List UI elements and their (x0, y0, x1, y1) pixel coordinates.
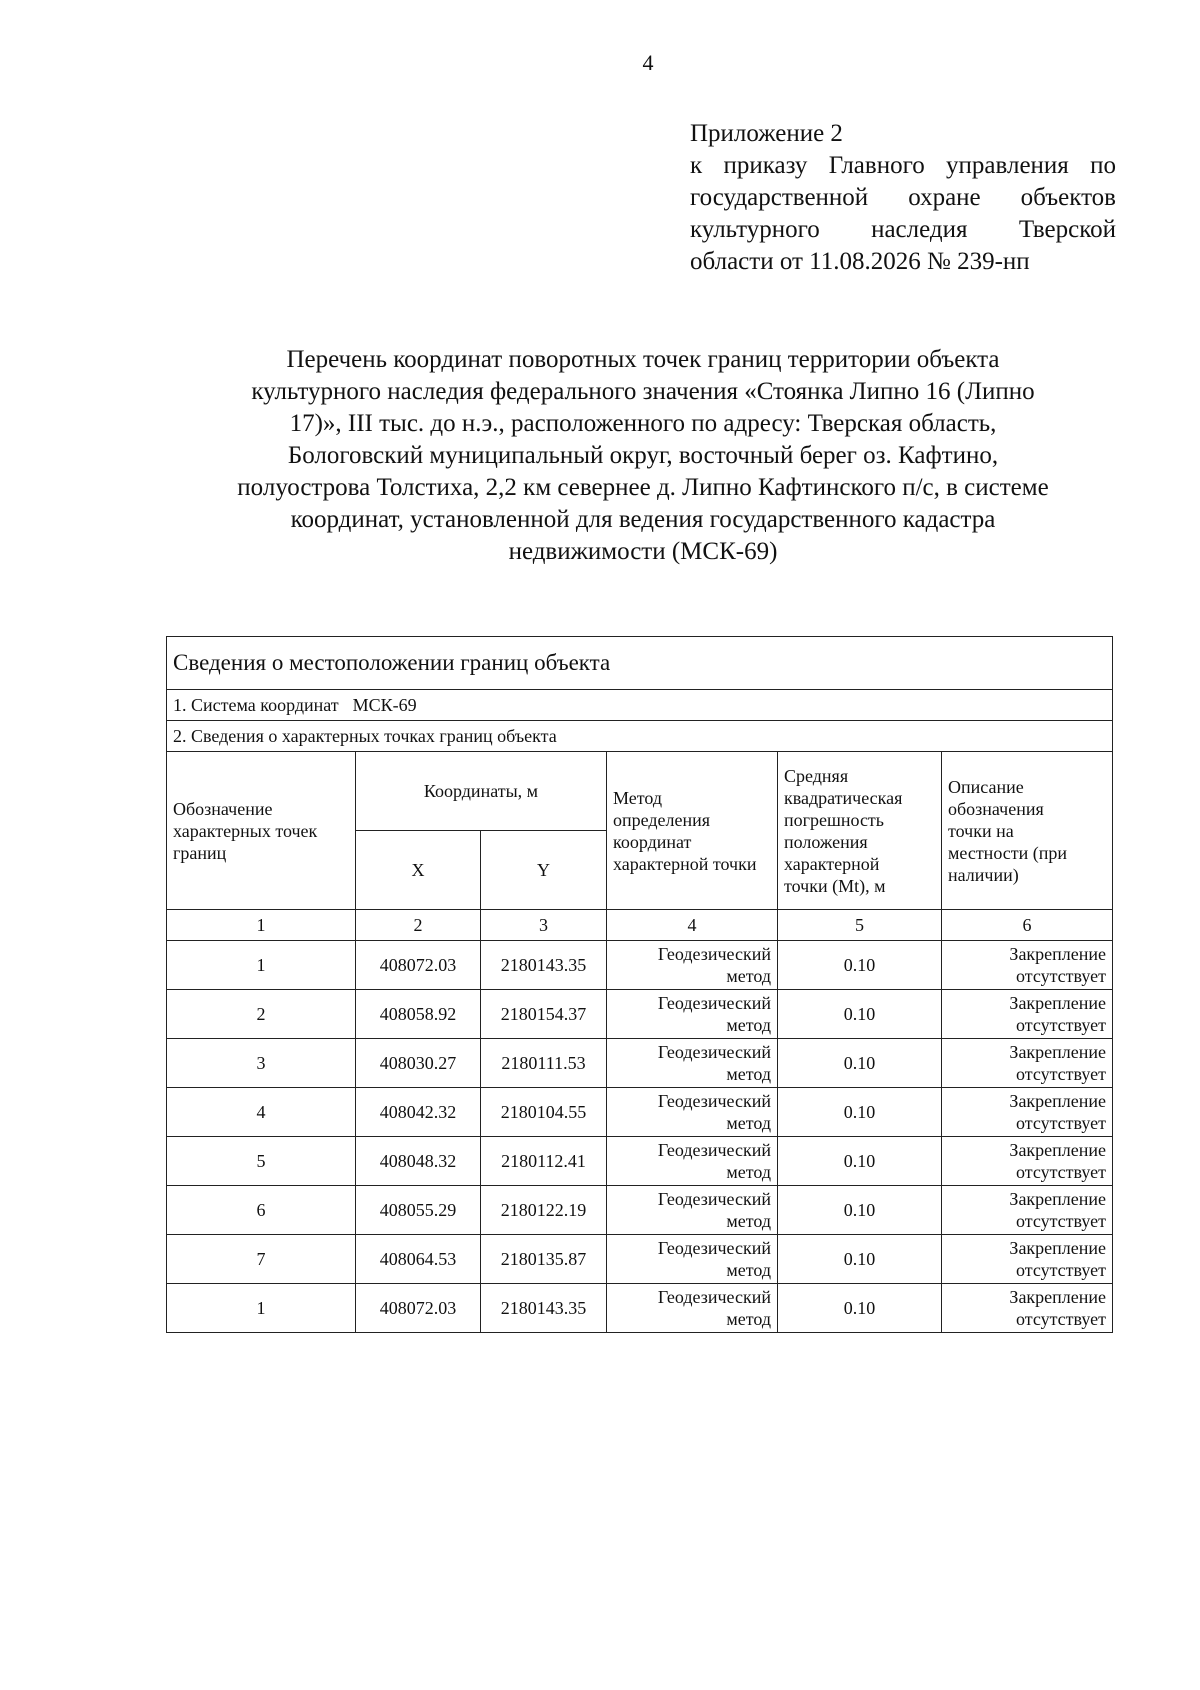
point-cell: 3 (167, 1039, 356, 1088)
method-text: Геодезический (657, 1238, 771, 1258)
y-cell: 2180104.55 (481, 1088, 607, 1137)
header-x: X (356, 831, 481, 910)
point-cell: 7 (167, 1235, 356, 1284)
x-cell: 408030.27 (356, 1039, 481, 1088)
method-cell (607, 1284, 778, 1333)
x-cell: 408072.03 (356, 1284, 481, 1333)
appendix-line: государственной охране объектов (690, 184, 1116, 211)
point-cell: 1 (167, 941, 356, 990)
description-text: отсутствует (1015, 1064, 1107, 1084)
y-cell: 2180154.37 (481, 990, 607, 1039)
header-method (607, 752, 778, 910)
appendix-note (690, 118, 1116, 278)
coordinate-system-label: 1. Система координат (173, 694, 339, 715)
method-text: Геодезический (657, 1140, 771, 1160)
point-cell: 5 (167, 1137, 356, 1186)
title-line: 17)», III тыс. до н.э., расположенного по адресу: Тверская область, (289, 410, 997, 437)
description-cell (942, 1235, 1113, 1284)
header-text: характерной точки (613, 853, 757, 874)
x-cell: 408055.29 (356, 1186, 481, 1235)
description-text: Закрепление (1009, 1287, 1107, 1307)
table-row (167, 1039, 1113, 1088)
x-cell: 408048.32 (356, 1137, 481, 1186)
description-text: отсутствует (1015, 1309, 1107, 1329)
column-number: 4 (607, 910, 778, 941)
header-text: определения (613, 809, 711, 830)
column-numbers-row (167, 910, 1113, 941)
method-cell (607, 1039, 778, 1088)
point-cell: 2 (167, 990, 356, 1039)
header-text: Метод (613, 787, 663, 808)
description-cell (942, 1137, 1113, 1186)
table-row (167, 1137, 1113, 1186)
method-cell (607, 990, 778, 1039)
coordinate-system-row (167, 690, 1113, 721)
description-text: отсутствует (1015, 1162, 1107, 1182)
method-text: Геодезический (657, 993, 771, 1013)
method-text: метод (726, 966, 771, 986)
error-cell: 0.10 (778, 1088, 942, 1137)
description-text: отсутствует (1015, 1211, 1107, 1231)
y-cell: 2180143.35 (481, 941, 607, 990)
description-text: отсутствует (1015, 1015, 1107, 1035)
description-text: отсутствует (1015, 966, 1107, 986)
description-text: Закрепление (1009, 1042, 1107, 1062)
description-text: отсутствует (1015, 1260, 1107, 1280)
description-text: Закрепление (1009, 1091, 1107, 1111)
header-y: Y (481, 831, 607, 910)
title-line: координат, установленной для ведения государственного кадастра (290, 506, 996, 533)
header-text: Описание (948, 776, 1024, 797)
method-text: метод (726, 1064, 771, 1084)
error-cell: 0.10 (778, 1235, 942, 1284)
method-cell (607, 1186, 778, 1235)
error-cell: 0.10 (778, 1186, 942, 1235)
description-cell (942, 990, 1113, 1039)
method-cell (607, 1088, 778, 1137)
method-text: метод (726, 1015, 771, 1035)
appendix-line: к приказу Главного управления по (690, 152, 1116, 179)
header-text: координат (613, 831, 692, 852)
description-text: отсутствует (1015, 1113, 1107, 1133)
method-text: метод (726, 1309, 771, 1329)
header-text: Обозначение (173, 798, 273, 819)
y-cell: 2180111.53 (481, 1039, 607, 1088)
appendix-line: культурного наследия Тверской (690, 216, 1116, 243)
column-number: 3 (481, 910, 607, 941)
table-row (167, 1235, 1113, 1284)
description-text: Закрепление (1009, 944, 1107, 964)
method-text: Геодезический (657, 944, 771, 964)
header-text: квадратическая (784, 787, 903, 808)
method-text: метод (726, 1113, 771, 1133)
header-text: наличии) (948, 864, 1019, 885)
method-text: метод (726, 1211, 771, 1231)
table-row (167, 1088, 1113, 1137)
x-cell: 408072.03 (356, 941, 481, 990)
method-cell (607, 1235, 778, 1284)
coordinates-table (166, 636, 1113, 1333)
header-text: Средняя (784, 765, 849, 786)
header-text: положения (784, 831, 868, 852)
header-text: точки на (948, 820, 1014, 841)
point-cell: 1 (167, 1284, 356, 1333)
y-cell: 2180135.87 (481, 1235, 607, 1284)
point-cell: 6 (167, 1186, 356, 1235)
method-text: Геодезический (657, 1042, 771, 1062)
y-cell: 2180112.41 (481, 1137, 607, 1186)
table-row (167, 941, 1113, 990)
x-cell: 408064.53 (356, 1235, 481, 1284)
error-cell: 0.10 (778, 1137, 942, 1186)
header-text: погрешность (784, 809, 885, 830)
description-cell (942, 1088, 1113, 1137)
table-row (167, 990, 1113, 1039)
table-row (167, 1186, 1113, 1235)
description-cell (942, 1284, 1113, 1333)
header-text: характерной (784, 853, 880, 874)
description-cell (942, 1039, 1113, 1088)
method-text: метод (726, 1162, 771, 1182)
page-number: 4 (642, 50, 654, 75)
table-row (167, 1284, 1113, 1333)
description-cell (942, 1186, 1113, 1235)
title-line: Бологовский муниципальный округ, восточный берег оз. Кафтино, (287, 442, 999, 469)
column-number: 1 (167, 910, 356, 941)
section-heading: 2. Сведения о характерных точках границ объекта (167, 721, 1113, 752)
method-cell (607, 941, 778, 990)
error-cell: 0.10 (778, 941, 942, 990)
title-line: недвижимости (МСК-69) (508, 538, 778, 565)
error-cell: 0.10 (778, 1284, 942, 1333)
method-text: Геодезический (657, 1091, 771, 1111)
column-number: 6 (942, 910, 1113, 941)
column-number: 2 (356, 910, 481, 941)
header-text: границ (173, 842, 227, 863)
coordinate-system-value: МСК-69 (352, 694, 417, 715)
description-text: Закрепление (1009, 993, 1107, 1013)
header-text: характерных точек (173, 820, 318, 841)
y-cell: 2180143.35 (481, 1284, 607, 1333)
method-text: Геодезический (657, 1189, 771, 1209)
column-number: 5 (778, 910, 942, 941)
point-cell: 4 (167, 1088, 356, 1137)
header-point (167, 752, 356, 910)
appendix-line: Приложение 2 (690, 120, 843, 147)
table-caption: Сведения о местоположении границ объекта (167, 637, 1113, 690)
y-cell: 2180122.19 (481, 1186, 607, 1235)
document-title (160, 344, 1126, 568)
header-text: точки (Mt), м (784, 875, 886, 896)
error-cell: 0.10 (778, 1039, 942, 1088)
title-line: Перечень координат поворотных точек границ территории объекта (286, 346, 1000, 373)
x-cell: 408042.32 (356, 1088, 481, 1137)
appendix-line: области от 11.08.2026 № 239-нп (690, 248, 1030, 275)
description-cell (942, 941, 1113, 990)
method-text: Геодезический (657, 1287, 771, 1307)
description-text: Закрепление (1009, 1140, 1107, 1160)
header-text: обозначения (948, 798, 1044, 819)
title-line: полуострова Толстиха, 2,2 км севернее д. Липно Кафтинского п/с, в системе (237, 474, 1049, 501)
header-error (778, 752, 942, 910)
method-text: метод (726, 1260, 771, 1280)
method-cell (607, 1137, 778, 1186)
error-cell: 0.10 (778, 990, 942, 1039)
description-text: Закрепление (1009, 1189, 1107, 1209)
title-line: культурного наследия федерального значения «Стоянка Липно 16 (Липно (251, 378, 1035, 405)
header-text: местности (при (948, 842, 1068, 863)
header-coordinates: Координаты, м (356, 752, 607, 831)
description-text: Закрепление (1009, 1238, 1107, 1258)
x-cell: 408058.92 (356, 990, 481, 1039)
header-description (942, 752, 1113, 910)
